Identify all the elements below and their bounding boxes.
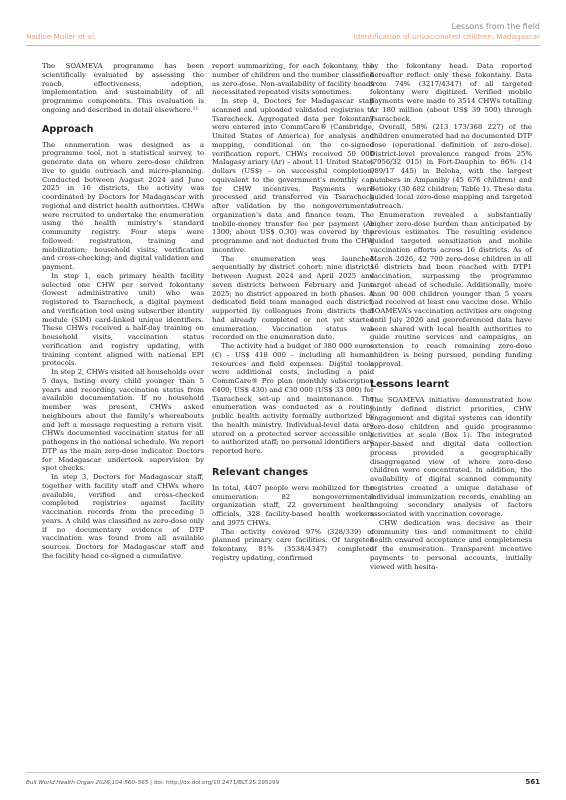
paragraph: CHW dedication was decisive as their community ties and commitment to child health ensured acceptance and completeness of the enumeration. Transparent incentive payments to personal accounts, initially viewed with hesita- xyxy=(370,518,532,571)
paragraph: In total, 4407 people were mobilized for the enumeration: 82 nongovernmental organization staff, 22 government health officials, 328 facility-based health workers and 3975 CHWs. xyxy=(212,483,374,527)
paragraph: The SOAMEVA programme has been scientifically evaluated by assessing the reach, effectiveness, adoption, implementation and sustainability of all programme components. This evaluation is ongoing and described in detail elsewhere.¹¹ xyxy=(42,62,204,114)
footer-citation xyxy=(26,780,279,786)
paragraph: Overall, 58% (213 173/368 227) of the children enumerated had no documented DTP dose (operational definition of zero-dose). District-level prevalence ranged from 25% (7956/32 015) in Fort-Dauphin to 86% (14 989/17 445) in Beloha, with the largest numbers in Ampanihy (45 676 children) and Betioky (30 682 children; Table 1). These data guided local zero-dose mapping and targeted outreach. xyxy=(370,123,532,210)
paragraph: In step 1, each primary health facility selected one CHW per served fokontany (lowest administrative unit) who was registered to Tsaracheck, a digital payment and verification tool using subscriber identity module (SIM) card-linked unique identifiers. These CHWs received a half-day training on household visits, vaccination status verification and registry updating, with training content aligned with national EPI protocols. xyxy=(42,271,204,368)
paragraph: In step 4, Doctors for Madagascar staff scanned and uploaded validated registries to Tsaracheck. Aggregated data per fokontany were entered into CommCare® (Cambridge, United States of America) for analysis and mapping, conditional on the co-signed verification report. CHWs received 50 000 Malagasy ariary (Ar) – about 11 United States dollars (US$) – on successful completion, equivalent to the government’s monthly cap for CHW incentives. Payments were processed and transferred via Tsaracheck after validation by the nongovernmental organization’s data and finance team. The mobile-money transfer fee per payment (Ar 1300; about US$ 0.30) was covered by the programme and not deducted from the CHW incentive. xyxy=(212,97,374,254)
page-number: 561 xyxy=(525,778,540,786)
journal-citation: Bull World Health Organ 2026;104:560–565 xyxy=(26,780,149,786)
paragraph: The activity had a budget of 380 000 euros (€) – US$ 418 000 – including all human resources and field expenses. Digital tools were additional costs, including a paid CommCare® Pro plan (monthly subscription €400; US$ 430) and €30 000 (US$ 33 000) for Tsaracheck set-up and maintenance. The enumeration was conducted as a routine public health activity formally authorized by the health ministry. Individual-level data are stored on a protected server accessible only to authorized staff; no personal identifiers are reported here. xyxy=(212,342,374,455)
running-header xyxy=(354,22,540,41)
paragraph: In step 2, CHWs visited all households over 5 days, listing every child younger than 5 years and recording vaccination status from available documentation. If no household member was present, CHWs asked neighbours about the family’s whereabouts and left a message requesting a return visit. CHWs documented vaccination status for all pathogens in the national schedule. We report DTP as the main zero-dose indicator. Doctors for Madagascar undertook supervision by spot checks. xyxy=(42,368,204,473)
paragraph: Enumeration revealed a substantially higher zero-dose burden than anticipated by previous estimates. The resulting evidence guided targeted sensitization and mobile vaccination efforts across 16 districts. As of March 2026, 42 700 zero-dose children in all 16 districts had been reached with DTP1 vaccination, surpassing the programme target ahead of schedule. Additionally, more than 90 000 children younger than 5 years had received at least one vaccine dose. While SOAMEVA’s vaccination activities are ongoing until July 2026 and georeferenced data have been shared with local health authorities to guide routine services and campaigns, an extension to reach remaining zero-dose children is being pursued, pending funding approval. xyxy=(370,210,532,368)
paragraph: The activity covered 97% (328/339) of planned primary care facilities. Of targeted fokontany, 81% (3538/4347) completed registry updating, confirmed xyxy=(212,527,374,562)
column-1 xyxy=(42,62,204,561)
running-author: Nadine Muller et al. xyxy=(26,32,97,41)
column-3 xyxy=(370,62,532,571)
paragraph: report summarizing, for each fokontany, the number of children and the number classified as zero-dose. Non-availability of facility heads necessitated repeated visits sometimes. xyxy=(212,62,374,97)
heading-relevant-changes: Relevant changes xyxy=(212,466,309,478)
article-subtitle: Identification of unvaccinated children, Madagascar xyxy=(353,32,540,41)
paragraph: by the fokontany head. Data reported hereafter reflect only these fokontany. Data from 74% (3217/4347) of all targeted fokontany were digitized. Verified mobile payments were made to 3514 CHWs totalling Ar 180 million (about US$ 39 500) through Tsaracheck. xyxy=(370,62,532,123)
heading-approach: Approach xyxy=(42,123,94,135)
header-rule xyxy=(26,45,540,46)
footer-rule xyxy=(26,772,540,773)
section-label: Lessons from the field xyxy=(451,22,540,31)
column-2 xyxy=(212,62,374,563)
paragraph: The SOAMEVA initiative demonstrated how jointly defined district priorities, CHW engagement and digital systems can identify zero-dose children and guide programme activities at scale (Box 1). The integrated paper-based and digital data collection process provided a geographically disaggregated view of where zero-dose children were concentrated. In addition, the availability of digital scanned community registries created a unique database of individual immunization records, enabling an ongoing secondary analysis of factors associated with vaccination coverage. xyxy=(370,396,532,518)
heading-lessons-learnt: Lessons learnt xyxy=(370,379,449,391)
paragraph: In step 3, Doctors for Madagascar staff, together with facility staff and CHWs where available, verified and cross-checked completed registries against facility vaccination records from the preceding 5 years. A child was classified as zero-dose only if no documentary evidence of DTP vaccination was found from all available sources. Doctors for Madagascar staff and the facility head co-signed a cumulative xyxy=(42,473,204,560)
doi-link[interactable]: | doi: http://dx.doi.org/10.2471/BLT.25.295299 xyxy=(150,780,280,786)
paragraph: The enumeration was launched sequentially by district cohort: nine districts between August 2024 and April 2025 and seven districts between February and June 2025; no district appeared in both phases. A dedicated field team managed each district, supported by colleagues from districts that had already completed or not yet started enumeration. Vaccination status was recorded on the enumeration date. xyxy=(212,254,374,342)
paragraph: The enumeration was designed as a programme tool, not a statistical survey, to generate data on where zero-dose children live to guide outreach and micro-planning. Conducted between August 2024 and June 2025 in 16 districts, the activity was coordinated by Doctors for Madagascar with regional and district health authorities. CHWs were recruited to undertake the enumeration using the health ministry’s standard community registry. Four steps were followed: registration, training and mobilization; household visits; verification and cross-checking; and digital validation and payment. xyxy=(42,140,204,271)
